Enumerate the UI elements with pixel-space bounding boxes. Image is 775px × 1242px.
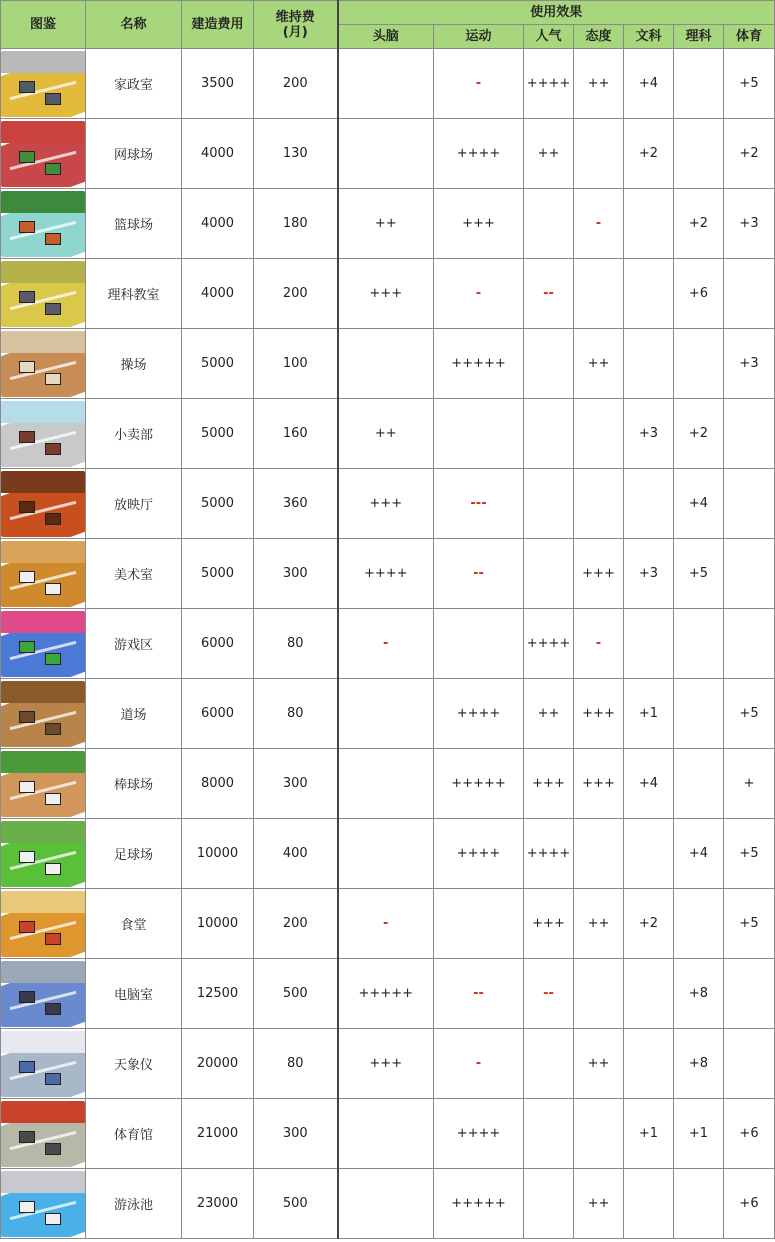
table-row	[1, 679, 775, 749]
effect-popularity: ++++	[524, 49, 574, 119]
effect-popularity: ++++	[524, 819, 574, 889]
header-effect-sport: 运动	[434, 25, 524, 49]
facility-name: 小卖部	[86, 399, 182, 469]
illustration-wall	[1, 331, 85, 353]
upkeep-cost: 300	[254, 749, 338, 819]
effect-pe	[724, 399, 775, 469]
table-row	[1, 959, 775, 1029]
table-row	[1, 1099, 775, 1169]
effect-science	[674, 749, 724, 819]
upkeep-cost: 80	[254, 1029, 338, 1099]
effect-pe: +2	[724, 119, 775, 189]
facility-name: 棒球场	[86, 749, 182, 819]
facility-illustration	[1, 51, 85, 117]
effect-arts: +1	[624, 1099, 674, 1169]
effect-sport: -	[434, 259, 524, 329]
effect-attitude: ++	[574, 1029, 624, 1099]
facility-thumbnail	[1, 49, 86, 119]
header-effects-group: 使用效果	[338, 1, 775, 25]
effect-science	[674, 609, 724, 679]
illustration-wall	[1, 1171, 85, 1193]
effect-pe	[724, 609, 775, 679]
facility-name: 放映厅	[86, 469, 182, 539]
facility-illustration	[1, 891, 85, 957]
facility-name: 网球场	[86, 119, 182, 189]
facility-thumbnail	[1, 329, 86, 399]
effect-popularity: ++	[524, 679, 574, 749]
effect-arts	[624, 329, 674, 399]
effect-science: +8	[674, 959, 724, 1029]
effect-brain: -	[338, 609, 434, 679]
upkeep-cost: 500	[254, 1169, 338, 1239]
facility-illustration	[1, 541, 85, 607]
facility-illustration	[1, 261, 85, 327]
effect-sport	[434, 609, 524, 679]
effect-sport: -	[434, 1029, 524, 1099]
effect-attitude	[574, 119, 624, 189]
effect-popularity: ++	[524, 119, 574, 189]
facility-thumbnail	[1, 1099, 86, 1169]
effect-popularity: --	[524, 259, 574, 329]
facility-illustration	[1, 191, 85, 257]
facility-name: 天象仪	[86, 1029, 182, 1099]
illustration-prop	[45, 583, 61, 595]
illustration-prop	[45, 793, 61, 805]
illustration-prop	[45, 513, 61, 525]
effect-brain	[338, 119, 434, 189]
illustration-wall	[1, 611, 85, 633]
illustration-prop	[45, 933, 61, 945]
build-cost: 4000	[182, 189, 254, 259]
effect-attitude	[574, 959, 624, 1029]
effect-popularity: +++	[524, 889, 574, 959]
table-row	[1, 259, 775, 329]
effect-arts	[624, 819, 674, 889]
header-upkeep	[254, 1, 338, 49]
effect-brain	[338, 49, 434, 119]
facility-illustration	[1, 1031, 85, 1097]
header-upkeep-line1: 维持费	[275, 9, 315, 25]
illustration-wall	[1, 121, 85, 143]
upkeep-cost: 100	[254, 329, 338, 399]
illustration-prop	[45, 1003, 61, 1015]
facility-name: 美术室	[86, 539, 182, 609]
upkeep-cost: 300	[254, 539, 338, 609]
facility-name: 理科教室	[86, 259, 182, 329]
illustration-wall	[1, 541, 85, 563]
illustration-prop	[45, 163, 61, 175]
illustration-prop	[19, 851, 35, 863]
facility-thumbnail	[1, 889, 86, 959]
effect-arts: +2	[624, 119, 674, 189]
illustration-wall	[1, 821, 85, 843]
effect-popularity	[524, 399, 574, 469]
effect-sport: +++	[434, 189, 524, 259]
effect-sport: --	[434, 539, 524, 609]
illustration-prop	[45, 863, 61, 875]
effect-arts	[624, 259, 674, 329]
effect-attitude: +++	[574, 539, 624, 609]
facility-illustration	[1, 751, 85, 817]
table-row	[1, 539, 775, 609]
effect-brain: ++	[338, 189, 434, 259]
facility-thumbnail	[1, 399, 86, 469]
illustration-wall	[1, 401, 85, 423]
table-row	[1, 189, 775, 259]
effect-sport: -	[434, 49, 524, 119]
effect-attitude	[574, 399, 624, 469]
facility-thumbnail	[1, 819, 86, 889]
table-row	[1, 469, 775, 539]
effect-sport: ---	[434, 469, 524, 539]
effect-sport: ++++	[434, 819, 524, 889]
effect-popularity: ++++	[524, 609, 574, 679]
illustration-wall	[1, 891, 85, 913]
effect-science	[674, 1169, 724, 1239]
facility-illustration	[1, 611, 85, 677]
effect-science	[674, 329, 724, 399]
effect-sport: +++++	[434, 329, 524, 399]
effect-popularity: +++	[524, 749, 574, 819]
effect-brain	[338, 679, 434, 749]
effect-popularity	[524, 329, 574, 399]
table-body	[1, 49, 775, 1239]
header-upkeep-line2: (月)	[282, 24, 308, 40]
facility-name: 体育馆	[86, 1099, 182, 1169]
effect-pe: +5	[724, 679, 775, 749]
upkeep-cost: 130	[254, 119, 338, 189]
effect-arts	[624, 1169, 674, 1239]
illustration-prop	[19, 151, 35, 163]
effect-pe: +6	[724, 1099, 775, 1169]
effect-attitude	[574, 259, 624, 329]
effect-pe: +6	[724, 1169, 775, 1239]
effect-science: +5	[674, 539, 724, 609]
facility-name: 电脑室	[86, 959, 182, 1029]
header-effect-brain: 头脑	[338, 25, 434, 49]
effect-science	[674, 679, 724, 749]
build-cost: 5000	[182, 539, 254, 609]
table-row	[1, 49, 775, 119]
effect-science	[674, 889, 724, 959]
facility-illustration	[1, 471, 85, 537]
effect-popularity	[524, 539, 574, 609]
facility-illustration	[1, 1171, 85, 1237]
effect-arts: +3	[624, 539, 674, 609]
header-effect-popularity: 人气	[524, 25, 574, 49]
header-effect-attitude: 态度	[574, 25, 624, 49]
facility-name: 家政室	[86, 49, 182, 119]
effect-arts: +4	[624, 49, 674, 119]
effect-science: +4	[674, 819, 724, 889]
illustration-prop	[19, 361, 35, 373]
effect-attitude	[574, 469, 624, 539]
table-row	[1, 889, 775, 959]
effect-attitude: +++	[574, 749, 624, 819]
effect-brain	[338, 329, 434, 399]
illustration-wall	[1, 191, 85, 213]
facility-thumbnail	[1, 189, 86, 259]
effect-sport	[434, 399, 524, 469]
upkeep-cost: 500	[254, 959, 338, 1029]
effect-popularity	[524, 1029, 574, 1099]
table-row	[1, 1029, 775, 1099]
upkeep-cost: 400	[254, 819, 338, 889]
facility-name: 食堂	[86, 889, 182, 959]
effect-brain: ++++	[338, 539, 434, 609]
table-row	[1, 119, 775, 189]
build-cost: 3500	[182, 49, 254, 119]
effect-brain: -	[338, 889, 434, 959]
effect-pe: +3	[724, 329, 775, 399]
illustration-wall	[1, 1031, 85, 1053]
header-build-cost: 建造费用	[182, 1, 254, 49]
facility-illustration	[1, 961, 85, 1027]
effect-science: +1	[674, 1099, 724, 1169]
illustration-wall	[1, 261, 85, 283]
effect-science	[674, 119, 724, 189]
effect-science	[674, 49, 724, 119]
build-cost: 8000	[182, 749, 254, 819]
effect-pe: +	[724, 749, 775, 819]
facility-illustration	[1, 821, 85, 887]
illustration-prop	[19, 431, 35, 443]
build-cost: 6000	[182, 609, 254, 679]
facility-thumbnail	[1, 1169, 86, 1239]
build-cost: 10000	[182, 819, 254, 889]
effect-popularity	[524, 189, 574, 259]
build-cost: 10000	[182, 889, 254, 959]
effect-arts	[624, 469, 674, 539]
build-cost: 23000	[182, 1169, 254, 1239]
upkeep-cost: 200	[254, 889, 338, 959]
effect-science: +2	[674, 399, 724, 469]
effect-attitude: -	[574, 609, 624, 679]
effect-science: +4	[674, 469, 724, 539]
facility-illustration	[1, 1101, 85, 1167]
table-row	[1, 819, 775, 889]
upkeep-cost: 160	[254, 399, 338, 469]
effect-pe: +5	[724, 49, 775, 119]
illustration-prop	[19, 781, 35, 793]
effect-brain: ++	[338, 399, 434, 469]
effect-science: +2	[674, 189, 724, 259]
facility-thumbnail	[1, 259, 86, 329]
effect-pe	[724, 959, 775, 1029]
illustration-prop	[19, 991, 35, 1003]
effect-brain: +++	[338, 259, 434, 329]
facility-thumbnail	[1, 609, 86, 679]
header-effect-science: 理科	[674, 25, 724, 49]
facility-name: 操场	[86, 329, 182, 399]
effect-attitude: ++	[574, 1169, 624, 1239]
table-header	[1, 1, 775, 49]
effect-arts	[624, 609, 674, 679]
illustration-prop	[45, 93, 61, 105]
illustration-prop	[19, 291, 35, 303]
effect-brain	[338, 749, 434, 819]
illustration-prop	[19, 221, 35, 233]
table-row	[1, 399, 775, 469]
effect-arts: +2	[624, 889, 674, 959]
facility-name: 篮球场	[86, 189, 182, 259]
facility-illustration	[1, 401, 85, 467]
table-row	[1, 329, 775, 399]
effect-popularity	[524, 469, 574, 539]
header-effect-arts: 文科	[624, 25, 674, 49]
effect-popularity: --	[524, 959, 574, 1029]
upkeep-cost: 80	[254, 679, 338, 749]
effect-arts: +1	[624, 679, 674, 749]
build-cost: 5000	[182, 469, 254, 539]
effect-pe: +5	[724, 889, 775, 959]
effect-science: +6	[674, 259, 724, 329]
facility-thumbnail	[1, 959, 86, 1029]
effect-sport	[434, 889, 524, 959]
effect-brain: +++++	[338, 959, 434, 1029]
illustration-wall	[1, 51, 85, 73]
effect-pe: +5	[724, 819, 775, 889]
effect-attitude	[574, 1099, 624, 1169]
upkeep-cost: 300	[254, 1099, 338, 1169]
upkeep-cost: 360	[254, 469, 338, 539]
facility-thumbnail	[1, 1029, 86, 1099]
facility-thumbnail	[1, 469, 86, 539]
facility-thumbnail	[1, 119, 86, 189]
illustration-prop	[19, 711, 35, 723]
build-cost: 5000	[182, 329, 254, 399]
header-name: 名称	[86, 1, 182, 49]
upkeep-cost: 80	[254, 609, 338, 679]
effect-arts	[624, 189, 674, 259]
facility-thumbnail	[1, 679, 86, 749]
illustration-prop	[45, 1143, 61, 1155]
illustration-prop	[45, 723, 61, 735]
illustration-prop	[19, 641, 35, 653]
effect-brain	[338, 819, 434, 889]
effect-sport: ++++	[434, 1099, 524, 1169]
effect-sport: +++++	[434, 1169, 524, 1239]
effect-brain: +++	[338, 1029, 434, 1099]
illustration-prop	[19, 1131, 35, 1143]
effect-attitude: ++	[574, 889, 624, 959]
illustration-wall	[1, 471, 85, 493]
illustration-prop	[19, 571, 35, 583]
facility-thumbnail	[1, 749, 86, 819]
illustration-prop	[19, 1201, 35, 1213]
facility-thumbnail	[1, 539, 86, 609]
illustration-prop	[45, 653, 61, 665]
effect-pe	[724, 1029, 775, 1099]
header-effect-pe: 体育	[724, 25, 775, 49]
illustration-prop	[19, 1061, 35, 1073]
facility-name: 道场	[86, 679, 182, 749]
illustration-prop	[45, 443, 61, 455]
table-row	[1, 609, 775, 679]
build-cost: 5000	[182, 399, 254, 469]
effect-attitude: +++	[574, 679, 624, 749]
illustration-prop	[45, 1213, 61, 1225]
effect-pe	[724, 469, 775, 539]
upkeep-cost: 200	[254, 259, 338, 329]
build-cost: 21000	[182, 1099, 254, 1169]
effect-pe: +3	[724, 189, 775, 259]
facility-illustration	[1, 681, 85, 747]
effect-brain: +++	[338, 469, 434, 539]
build-cost: 6000	[182, 679, 254, 749]
effect-popularity	[524, 1169, 574, 1239]
build-cost: 4000	[182, 119, 254, 189]
illustration-wall	[1, 681, 85, 703]
effect-sport: --	[434, 959, 524, 1029]
illustration-prop	[45, 373, 61, 385]
illustration-prop	[19, 921, 35, 933]
effect-brain	[338, 1099, 434, 1169]
illustration-wall	[1, 1101, 85, 1123]
effect-sport: ++++	[434, 119, 524, 189]
illustration-prop	[45, 233, 61, 245]
table-row	[1, 749, 775, 819]
effect-arts: +4	[624, 749, 674, 819]
facility-illustration	[1, 121, 85, 187]
facility-illustration	[1, 331, 85, 397]
illustration-prop	[19, 501, 35, 513]
effect-arts	[624, 1029, 674, 1099]
effect-pe	[724, 539, 775, 609]
effect-attitude: ++	[574, 49, 624, 119]
effect-pe	[724, 259, 775, 329]
build-cost: 4000	[182, 259, 254, 329]
illustration-prop	[19, 81, 35, 93]
effect-attitude: -	[574, 189, 624, 259]
illustration-prop	[45, 1073, 61, 1085]
facility-name: 游戏区	[86, 609, 182, 679]
upkeep-cost: 200	[254, 49, 338, 119]
effect-science: +8	[674, 1029, 724, 1099]
illustration-wall	[1, 751, 85, 773]
header-icon: 图鉴	[1, 1, 86, 49]
effect-attitude: ++	[574, 329, 624, 399]
effect-arts	[624, 959, 674, 1029]
effect-sport: ++++	[434, 679, 524, 749]
illustration-wall	[1, 961, 85, 983]
illustration-prop	[45, 303, 61, 315]
table-row	[1, 1169, 775, 1239]
facility-name: 游泳池	[86, 1169, 182, 1239]
build-cost: 20000	[182, 1029, 254, 1099]
effect-attitude	[574, 819, 624, 889]
effect-popularity	[524, 1099, 574, 1169]
build-cost: 12500	[182, 959, 254, 1029]
upkeep-cost: 180	[254, 189, 338, 259]
effect-sport: +++++	[434, 749, 524, 819]
effect-brain	[338, 1169, 434, 1239]
facility-name: 足球场	[86, 819, 182, 889]
effect-arts: +3	[624, 399, 674, 469]
